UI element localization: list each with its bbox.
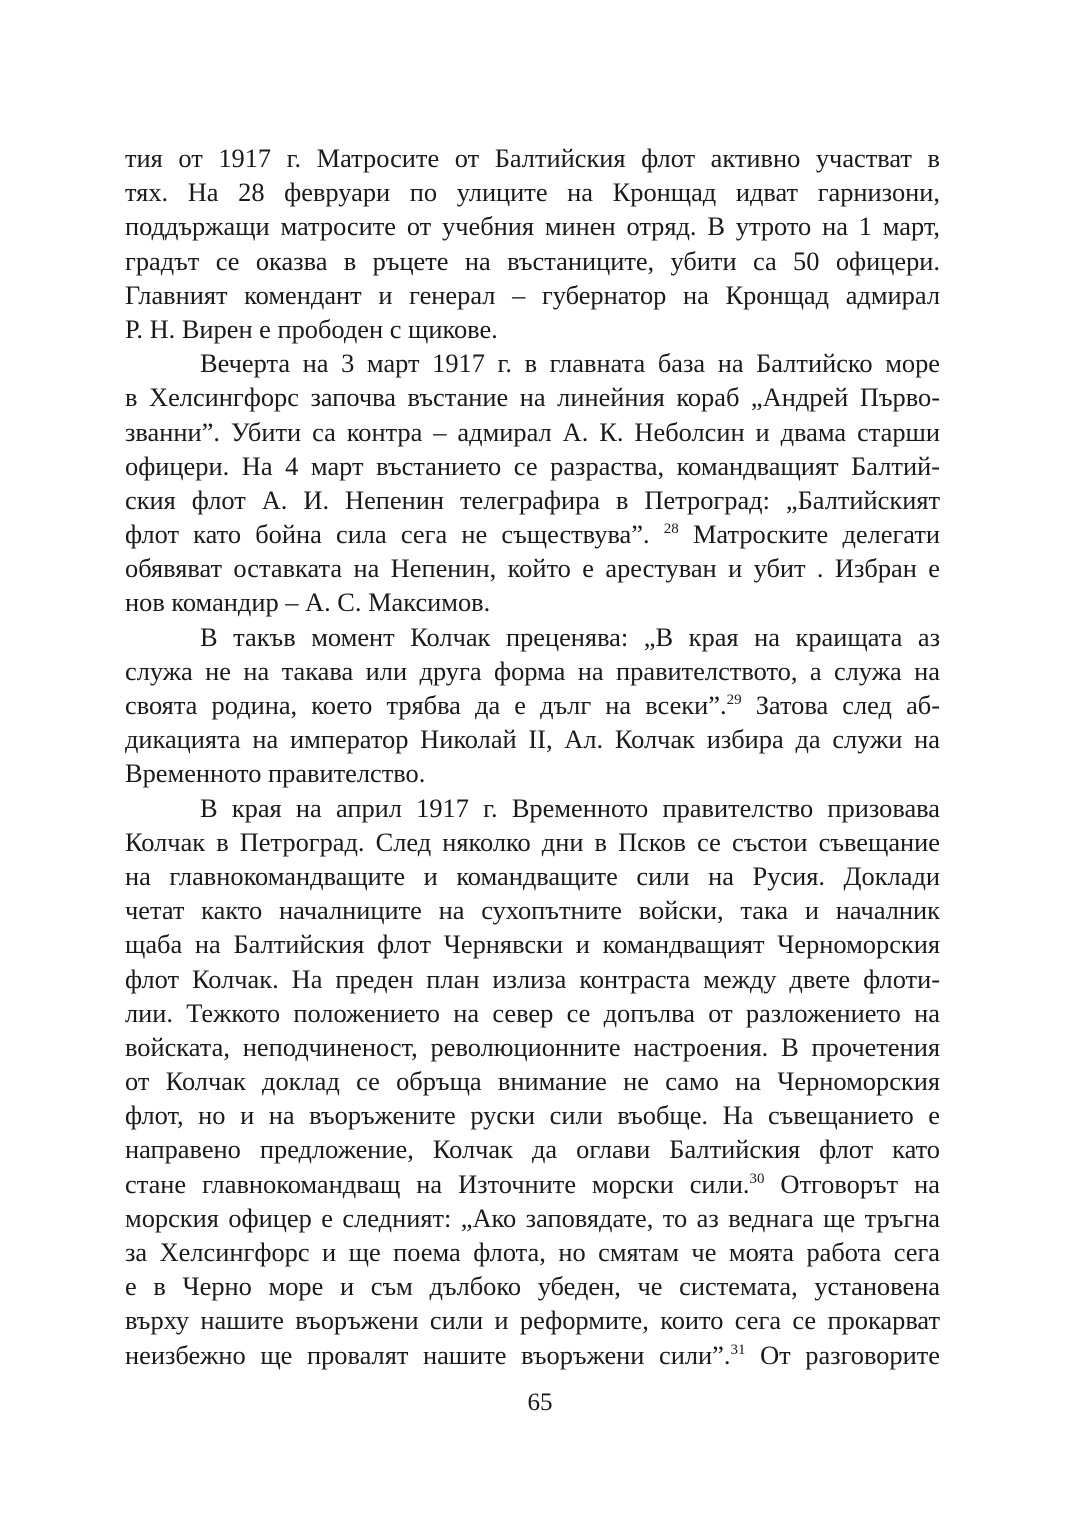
text-line [125, 517, 940, 551]
text-line: лии. Тежкото положението на север се допълва от разложението на [125, 997, 940, 1028]
text-line: офицери. На 4 март въстанието се разраства, командващият Балтий- [125, 450, 940, 481]
text-line: върху нашите въоръжени сили и реформите, които сега се прокарват [125, 1305, 940, 1336]
text-line: е в Черно море и съм дълбоко убеден, че системата, установена [125, 1271, 940, 1302]
text-line: званни”. Убити са контра – адмирал А. К. Неболсин и двама старши [125, 416, 940, 447]
text-line: на главнокомандващите и командващите сили на Русия. Доклади [125, 860, 940, 891]
text-line: градът се оказва в ръцете на въстаниците, убити са 50 офицери. [125, 245, 940, 276]
text-line: служа не на такава или друга форма на правителството, а служа на [125, 655, 940, 686]
text-line: В края на април 1917 г. Временното правителство призовава [200, 792, 940, 823]
text-line: дикацията на император Николай II, Ал. Колчак избира да служи на [125, 724, 940, 755]
text-line: морския офицер е следният: „Ако заповядате, то аз веднага ще тръгна [125, 1202, 940, 1233]
text-line: Вечерта на 3 март 1917 г. в главната база на Балтийско море [200, 348, 940, 379]
text-line: флот Колчак. На преден план излиза контраста между двете флоти- [125, 963, 940, 994]
footnote-ref: 30 [749, 1170, 765, 1187]
text-line [125, 1338, 940, 1372]
text-line: Колчак в Петроград. След няколко дни в Псков се състои съвещание [125, 826, 940, 857]
text-line: В такъв момент Колчак преценява: „В края на краищата аз [200, 621, 940, 652]
text-line: щаба на Балтийския флот Чернявски и командващият Черноморския [125, 929, 940, 960]
text-line: направено предложение, Колчак да оглави Балтийския флот като [125, 1134, 940, 1165]
line-text: От разговорите [745, 1339, 940, 1370]
page-number: 65 [527, 1389, 553, 1416]
footnote-ref: 31 [730, 1341, 746, 1358]
line-text: Матроските делегати [678, 519, 940, 550]
line-text: стане главнокомандващ на Източните морски сили. [125, 1168, 750, 1199]
body-text [125, 141, 940, 1372]
footnote-ref: 29 [726, 692, 742, 709]
text-line: от Колчак доклад се обръща внимание не само на Черноморския [125, 1066, 940, 1097]
line-text: неизбежно ще провалят нашите въоръжени сили”. [125, 1339, 731, 1370]
text-line: за Хелсингфорс и ще поема флота, но смятам че моята работа сега [125, 1237, 940, 1267]
line-text: своята родина, което трябва да е дълг на всеки”. [125, 690, 727, 720]
text-line: тях. На 28 февруари по улиците на Кронщад идват гарнизони, [125, 177, 940, 208]
text-line: в Хелсингфорс започва въстание на линейния кораб „Андрей Първо- [125, 382, 940, 413]
text-line: четат както началниците на сухопътните войски, така и началник [125, 895, 940, 926]
text-line: флот, но и на въоръжените руски сили въобще. На съвещанието е [125, 1100, 940, 1131]
text-line: поддържащи матросите от учебния минен отряд. В утрото на 1 март, [125, 211, 940, 242]
text-line: тия от 1917 г. Матросите от Балтийския флот активно участват в [125, 143, 940, 173]
text-line: обявяват оставката на Непенин, който е арестуван и убит . Избран е [125, 553, 940, 584]
footnote-ref: 28 [663, 521, 679, 538]
text-line: войската, неподчиненост, революционните настроения. В прочетения [125, 1031, 940, 1062]
text-line: Р. Н. Вирен е прободен с щикове. [125, 313, 498, 344]
line-text: флот като бойна сила сега не съществува”. [125, 519, 664, 550]
text-line [125, 1167, 940, 1201]
text-line: нов командир – А. С. Максимов. [125, 587, 491, 618]
text-line: Главният комендант и генерал – губернатор на Кронщад адмирал [125, 279, 940, 310]
line-text: Отговорът на [764, 1168, 940, 1199]
text-line: Временното правителство. [125, 758, 426, 789]
text-line [125, 688, 940, 722]
line-text: Затова след аб- [741, 690, 940, 720]
text-line: ския флот А. И. Непенин телеграфира в Петроград: „Балтийският [125, 484, 940, 515]
